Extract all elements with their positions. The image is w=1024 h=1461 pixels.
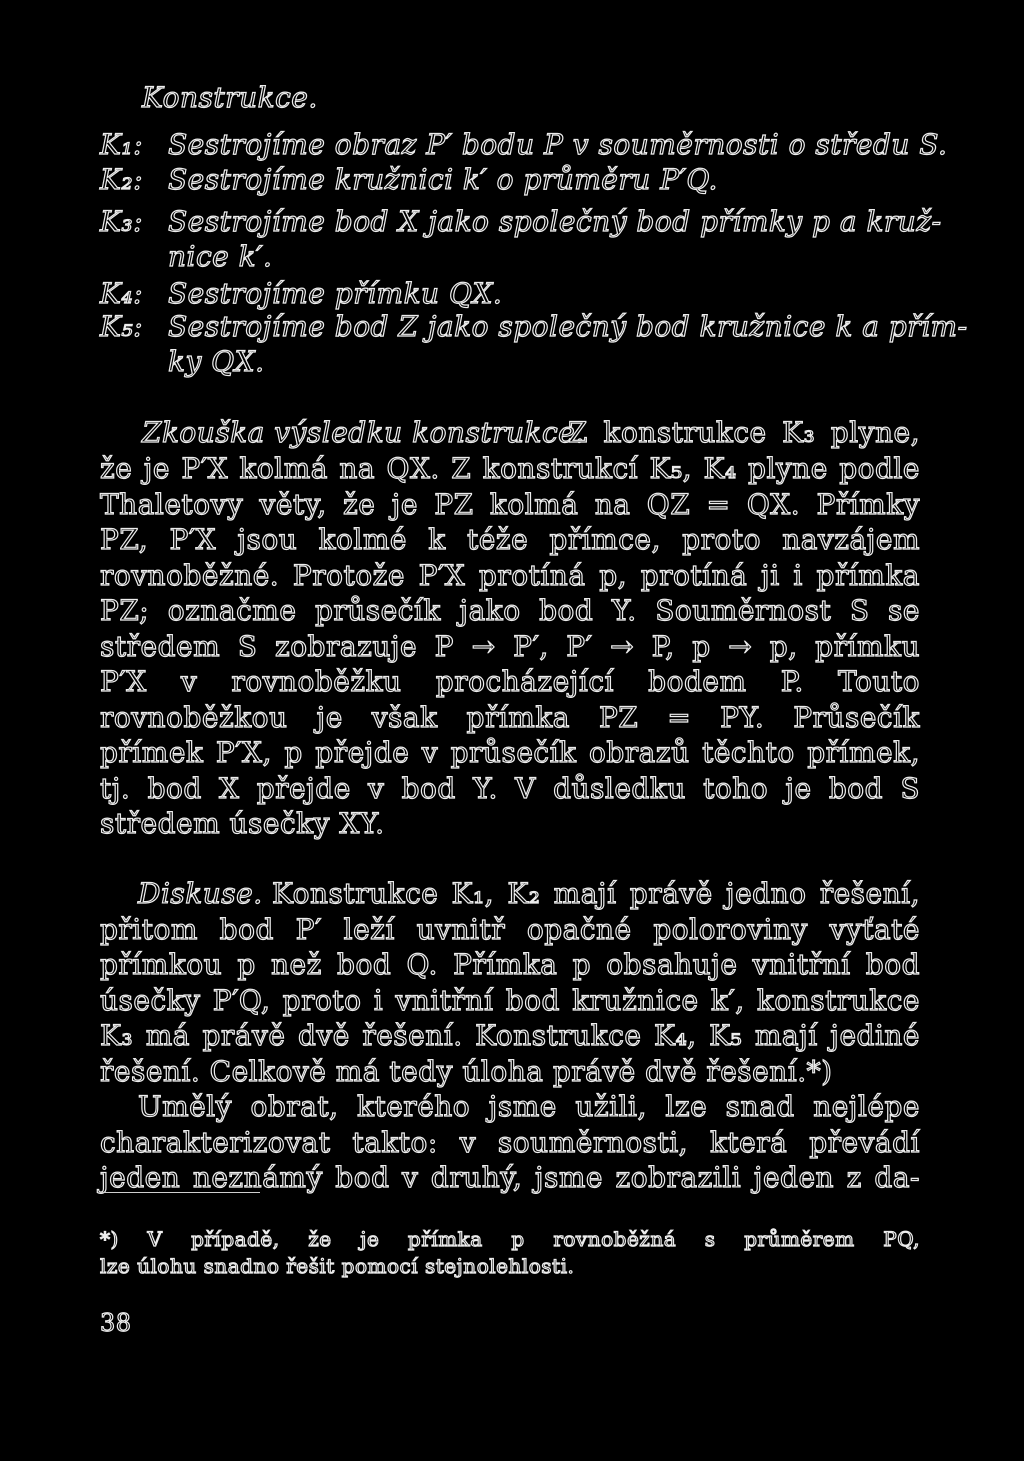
proof-line: PZ; označme průsečík jako bod Y. Souměrnost S se — [100, 594, 920, 627]
paragraph-line: charakterizovat takto: v souměrnosti, která převádí — [100, 1126, 920, 1159]
step-text: Sestrojíme kružnici k′ o průměru P′Q. — [168, 163, 718, 196]
proof-line: PZ, P′X jsou kolmé k téže přímce, proto navzájem — [100, 523, 920, 556]
page-number: 38 — [100, 1309, 132, 1337]
footnote-line: lze úlohu snadno řešit pomocí stejnolehlosti. — [100, 1254, 575, 1278]
footnote-rule — [100, 1192, 260, 1193]
step-text: Sestrojíme bod X jako společný bod přímky p a kruž- — [168, 205, 942, 238]
discussion-line: Konstrukce K₁, K₂ mají právě jedno řešení, — [272, 877, 920, 910]
paragraph-line: jeden neznámý bod v druhý, jsme zobrazili jeden z da- — [100, 1161, 920, 1194]
proof-line: přímek P′X, p přejde v průsečík obrazů těchto přímek, — [100, 736, 920, 769]
proof-line: Thaletovy věty, že je PZ kolmá na QZ = QX. Přímky — [100, 488, 920, 521]
discussion-line: řešení. Celkově má tedy úloha právě dvě řešení.*) — [100, 1055, 833, 1088]
proof-line: že je P′X kolmá na QX. Z konstrukcí K₅, K₄ plyne podle — [100, 452, 920, 485]
proof-line: P′X v rovnoběžku procházející bodem P. Touto — [100, 665, 920, 698]
step-label: K₁: — [100, 128, 144, 161]
step-text: ky QX. — [168, 345, 265, 378]
proof-line: středem úsečky XY. — [100, 807, 385, 840]
proof-heading: Zkouška výsledku konstrukce. — [142, 416, 585, 449]
discussion-line: K₃ má právě dvě řešení. Konstrukce K₄, K₅ mají jediné — [100, 1019, 920, 1052]
proof-line: středem S zobrazuje P → P′, P′ → P, p → p, přímku — [100, 630, 920, 663]
proof-line: Z konstrukce K₃ plyne, — [568, 416, 920, 449]
step-label: K₄: — [100, 277, 144, 310]
paragraph-line: Umělý obrat, kterého jsme užili, lze snad nejlépe — [138, 1090, 920, 1123]
step-label: K₂: — [100, 163, 144, 196]
proof-line: rovnoběžné. Protože P′X protíná p, protíná ji i přímka — [100, 559, 920, 592]
step-label: K₃: — [100, 205, 144, 238]
proof-line: rovnoběžkou je však přímka PZ = PY. Průsečík — [100, 701, 920, 734]
step-label: K₅: — [100, 310, 144, 343]
discussion-line: úsečky P′Q, proto i vnitřní bod kružnice k′, konstrukce — [100, 984, 920, 1017]
discussion-heading: Diskuse. — [138, 877, 263, 910]
discussion-line: přímkou p než bod Q. Přímka p obsahuje vnitřní bod — [100, 948, 920, 981]
step-text: Sestrojíme přímku QX. — [168, 277, 503, 310]
construction-heading: Konstrukce. — [142, 81, 318, 114]
step-text: nice k′. — [168, 240, 273, 273]
step-text: Sestrojíme obraz P′ bodu P v souměrnosti o středu S. — [168, 128, 948, 161]
proof-line: tj. bod X přejde v bod Y. V důsledku toho je bod S — [100, 772, 920, 805]
step-text: Sestrojíme bod Z jako společný bod kružnice k a přím- — [168, 310, 968, 343]
discussion-line: přitom bod P′ leží uvnitř opačné poloroviny vyťaté — [100, 913, 920, 946]
footnote-line: *) V případě, že je přímka p rovnoběžná s průměrem PQ, — [100, 1227, 920, 1251]
